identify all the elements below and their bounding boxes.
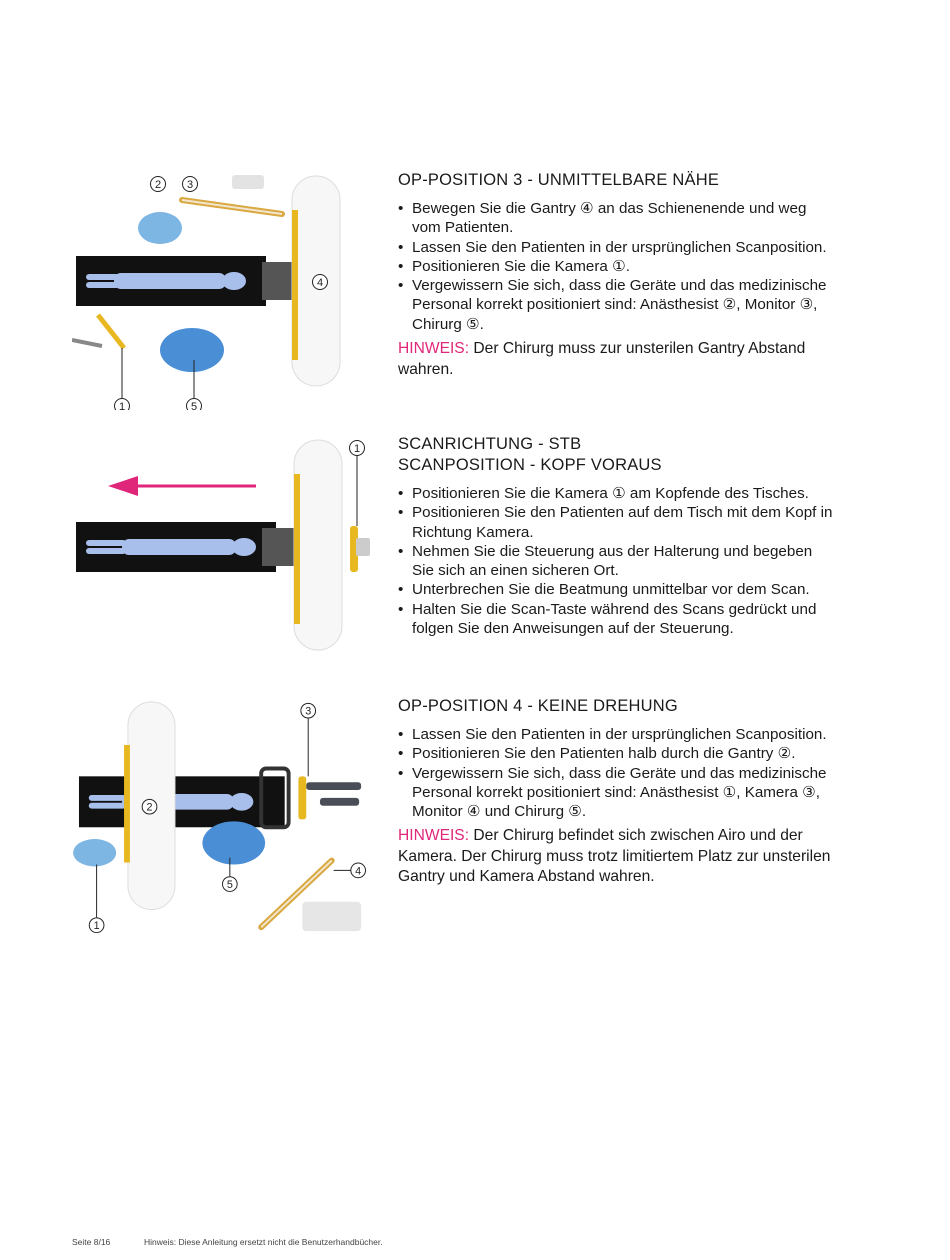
callout-2: [151, 177, 166, 192]
bullet-item: • Lassen Sie den Patienten in der ursprünglichen Scanposition.: [398, 725, 838, 744]
callout-3: [183, 177, 198, 192]
direction-arrow: [108, 476, 256, 496]
callout-5: [222, 877, 237, 892]
section-heading: [398, 696, 838, 717]
figure-scan-direction: [72, 434, 372, 674]
section-op-position-3: [72, 170, 832, 420]
svg-text:3: 3: [186, 179, 194, 191]
section-scan-direction: [72, 434, 832, 684]
bullet-item: • Lassen Sie den Patienten in der ursprünglichen Scanposition.: [398, 238, 838, 257]
note: [398, 826, 838, 888]
bullet-item: • Vergewissern Sie sich, dass die Geräte und das medizinische Personal korrekt positioniert sind: Anästhesist ①, Kamera ③, Monitor ④ und Chirurg ⑤.: [398, 764, 838, 822]
bullet-list: [398, 199, 838, 334]
footer-disclaimer: Hinweis: Diese Anleitung ersetzt nicht die Benutzerhandbücher.: [144, 1237, 383, 1247]
bullet-list: [398, 725, 838, 821]
callout-3: [301, 703, 316, 718]
svg-text:1: 1: [118, 401, 126, 410]
note-text: Der Chirurg befindet sich zwischen Airo und der Kamera. Der Chirurg muss trotz limitiertem Platz zur unsterilen Gantry und Kamera Abstand wahren.: [398, 827, 831, 886]
callout-4: [351, 863, 366, 878]
section-heading: [398, 170, 838, 191]
bullet-item: • Positionieren Sie den Patienten halb durch die Gantry ②.: [398, 744, 838, 763]
surgeon-illustration: [160, 328, 224, 372]
anesthetist-illustration: [138, 212, 182, 244]
anesthetist-illustration: [73, 839, 116, 866]
heading-line: SCANRICHTUNG - STB: [398, 435, 582, 453]
svg-text:4: 4: [355, 865, 362, 878]
figure-op-position-3: [72, 170, 372, 410]
section-text: [398, 170, 838, 380]
bullet-item: • Halten Sie die Scan-Taste während des Scans gedrückt und folgen Sie den Anweisungen auf der Steuerung.: [398, 600, 838, 639]
surgeon-illustration: [202, 821, 265, 864]
bullet-item: • Positionieren Sie die Kamera ①.: [398, 257, 838, 276]
heading-line: OP-POSITION 3 - UNMITTELBARE NÄHE: [398, 171, 720, 189]
heading-line: OP-POSITION 4 - KEINE DREHUNG: [398, 697, 678, 715]
note-text: Der Chirurg muss zur unsterilen Gantry Abstand wahren.: [398, 340, 806, 378]
section-heading: [398, 434, 838, 476]
callout-5: [187, 399, 202, 411]
svg-text:5: 5: [190, 401, 198, 410]
svg-text:1: 1: [353, 443, 361, 455]
bullet-item: • Nehmen Sie die Steuerung aus der Halterung und begeben Sie sich an einen sicheren Ort.: [398, 542, 838, 581]
note: [398, 339, 838, 380]
section-op-position-4: [72, 696, 832, 946]
note-label: HINWEIS:: [398, 827, 470, 845]
bullet-item: • Unterbrechen Sie die Beatmung unmittelbar vor dem Scan.: [398, 580, 838, 599]
callout-2: [142, 799, 157, 814]
callout-4: [313, 275, 328, 290]
svg-text:2: 2: [154, 179, 162, 191]
gantry-illustration: [294, 440, 342, 650]
svg-text:5: 5: [226, 879, 233, 891]
monitor-illustration: [261, 861, 361, 932]
heading-line: SCANPOSITION - KOPF VORAUS: [398, 456, 662, 474]
page-footer: [72, 1237, 383, 1247]
bullet-item: • Positionieren Sie die Kamera ① am Kopfende des Tisches.: [398, 484, 838, 503]
svg-text:4: 4: [316, 277, 324, 289]
section-text: [398, 696, 838, 888]
bullet-list: [398, 484, 838, 638]
bullet-item: • Vergewissern Sie sich, dass die Geräte und das medizinische Personal korrekt positioniert sind: Anästhesist ②, Monitor ③, Chirurg ⑤.: [398, 276, 838, 334]
bullet-item: • Bewegen Sie die Gantry ④ an das Schienenende und weg vom Patienten.: [398, 199, 838, 238]
camera-illustration: [350, 526, 370, 572]
svg-text:2: 2: [146, 801, 153, 814]
bullet-item: • Positionieren Sie den Patienten auf dem Tisch mit dem Kopf in Richtung Kamera.: [398, 503, 838, 542]
callout-1: [89, 918, 104, 933]
callout-1: [350, 441, 365, 456]
svg-text:3: 3: [305, 705, 312, 718]
camera-illustration: [72, 315, 124, 348]
page-number: Seite 8/16: [72, 1237, 111, 1247]
callout-1: [115, 399, 130, 411]
note-label: HINWEIS:: [398, 340, 470, 358]
camera-illustration: [298, 776, 361, 819]
figure-op-position-4: [72, 696, 372, 936]
svg-text:1: 1: [93, 920, 100, 933]
section-text: [398, 434, 838, 638]
